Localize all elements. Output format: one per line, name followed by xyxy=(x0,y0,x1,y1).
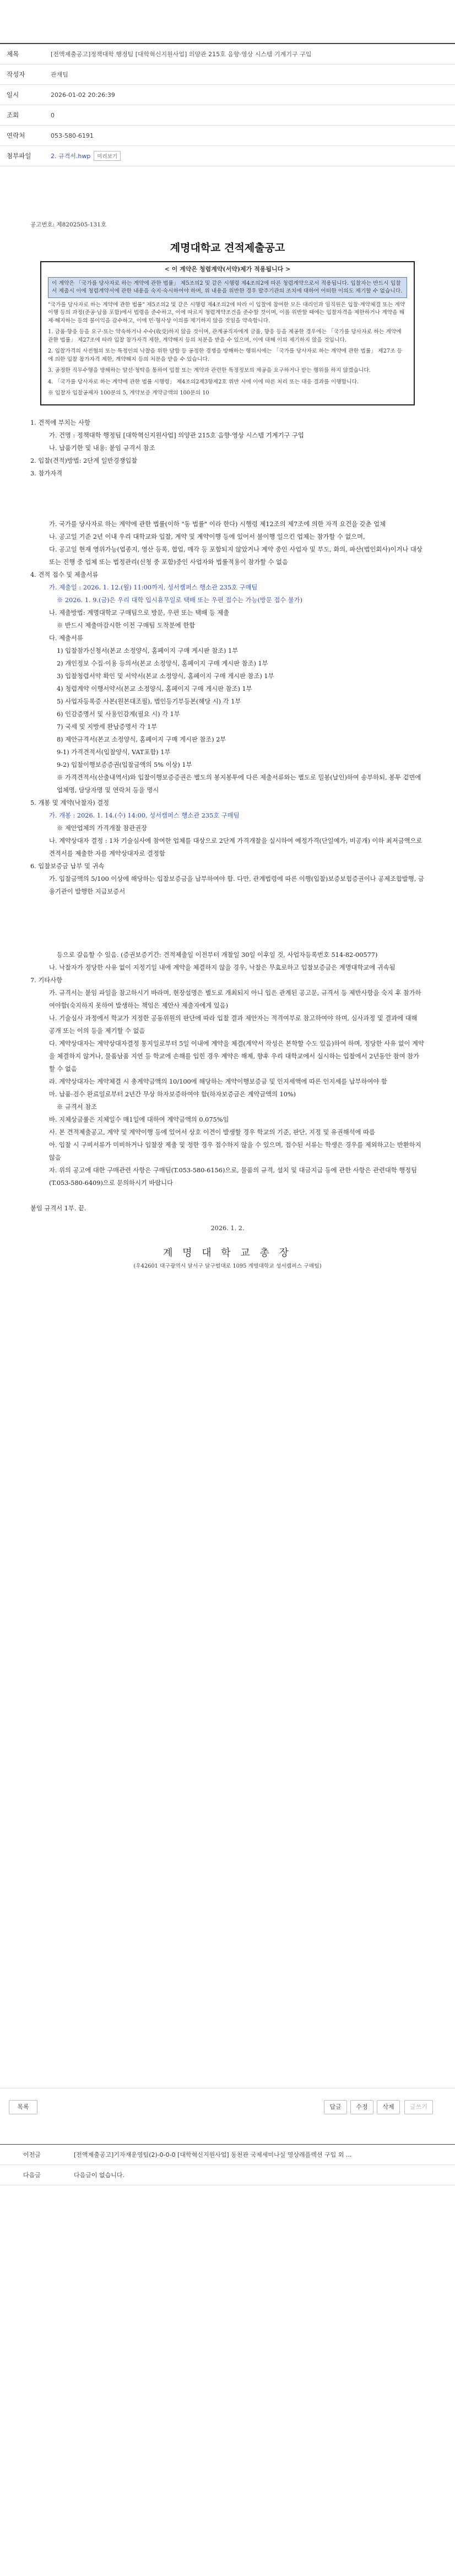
attachment-file-link[interactable]: 2. 규격서.hwp xyxy=(51,153,91,160)
meta-value: 0 xyxy=(51,111,55,119)
meta-label: 조회 xyxy=(7,111,19,119)
notice-paragraph: 3) 입찰청렴서약 확인 및 서약서(본교 소정양식, 홈페이지 구매 게시판 참조) 1부 xyxy=(57,672,274,680)
notice-paragraph: 마. 납품·검수 완료일로부터 2년간 무상 하자보증하여야 함(하자보증금은 계약금액의 10%) xyxy=(49,1090,296,1098)
spacer xyxy=(30,493,425,505)
notice-paragraph: 다. 계약상대자는 계약상대자결정 통지일로부터 5일 이내에 계약을 체결(계약서 작성은 본학할 수도 있음)하여 하며, 정당한 사유 없이 계약을 체결하지 않거나, 물품남품 지연 등 학교에 손해를 입힌 경우 계약은 해제, 향후 우리 대학교에서 실시하는 입찰에서 2년동안 참여 참가할 수 없음 xyxy=(49,1040,424,1073)
notice-paragraph: ※ 가격견적서(산출내역서)와 입찰이행보증증권은 별도의 봉지봉투에 다른 제출서류와는 별도로 밀봉(날인)하여 송부하되, 봉투 겉면에 업체명, 담당자명 및 연락처 등을 명시 xyxy=(57,773,421,794)
document-title: 계명대학교 견적제출공고 xyxy=(170,242,285,254)
edit-button[interactable]: 수정 xyxy=(350,2100,373,2114)
notice-paragraph: 9-1) 가격견적서(입찰양식, VAT포함) 1부 xyxy=(57,748,171,756)
meta-value: 관재팀 xyxy=(51,71,68,78)
notice-paragraph: 바. 지체상금률은 지체일수 매1일에 대하여 계약금액의 0.075%임 xyxy=(49,1116,229,1123)
notice-item: 1. 금품·향응 등을 요구·또는 약속하거나 수수(收受)하지 않을 것이며, 관계공직자에게 금품, 향응 등을 제공한 경우에는 「국가를 당사자로 하는 계약에 관한 법률」 제27조에 따라 입찰 참가자격 제한, 계약해지 등의 처분을 받을 수 있으며, 이에 대해 이의 제기하지 않을 것입니다. xyxy=(48,329,402,343)
notice-paragraph: 자. 위의 공고에 대한 구매관련 사항은 구매팀(T.053-580-6156)으로, 물품의 규격, 설치 및 대금지급 등에 관한 사항은 관련대학 행정팀(T.053-580-6409)으로 문의하시기 바랍니다 xyxy=(49,1166,418,1187)
notice-paragraph: 8) 제안규격서(본교 소정양식, 홈페이지 구매 게시판 참조) 2부 xyxy=(57,735,226,743)
document-body xyxy=(30,220,425,1269)
spacer xyxy=(30,480,425,493)
notice-paragraph: 붙임 규격서 1부. 끝. xyxy=(30,1204,86,1212)
meta-label: 연락처 xyxy=(7,132,25,139)
next-post-label: 다음글 xyxy=(23,2172,41,2179)
notice-paragraph: 라. 계약상대자는 계약체결 시 총계약금액의 10/100에 해당하는 계약이행보증금 및 인지세액에 따른 인지세를 납부하여야 함 xyxy=(49,1078,387,1085)
spacer xyxy=(30,936,425,949)
notice-paragraph: 가. 제출일 : 2026. 1. 12.(월) 11:00까지, 성서캠퍼스 행소관 235호 구매팀 xyxy=(49,583,258,591)
notice-paragraph: 등으로 갈음할 수 있음. (증권보증기간: 견적제출일 이전부터 개찰일 30일 이후일 것, 사업자등록번호 514-82-00577) xyxy=(57,951,378,959)
notice-paragraph: 다. 공고일 현재 영위가능(업종지, 영산 등록, 협업, 매각 등 포함되지 않았거나 계약 중인 사업자 및 부도, 화의, 파산(법인회사)이거나 대상 또는 진행 중 업체 또는 법정관리(신청 중 포함)중인 사업자와 법률적용이 참가할 수 없음 xyxy=(49,545,422,566)
post-meta-table xyxy=(0,43,455,166)
notice-paragraph: 다. 제출서류 xyxy=(49,634,83,642)
notice-paragraph: 나. 기술심사 과정에서 학교가 지정한 공동위원의 판단에 따라 입찰 결과 제안자는 적격여부로 참고하여야 하며, 심사과정 및 결과에 대해 공개 또는 이의 등을 제기할 수 없음 xyxy=(49,1014,418,1035)
notice-paragraph: 4) 청렴계약 이행서약서(본교 소정양식, 홈페이지 구매 게시판 참조) 1부 xyxy=(57,685,252,692)
notice-item: 2. 입찰가격의 사전협의 또는 특정인의 낙찰을 위한 담합 등 공정한 경쟁을 방해하는 행위시에는 「국가를 당사자로 하는 계약에 관한 법률」 제27조 등에 의한 입찰 참가자격 제한, 계약해지 등의 처분을 받을 수 있습니다. xyxy=(48,348,403,362)
meta-value: 2026-01-02 20:26:39 xyxy=(51,91,115,99)
notice-paragraph: 사. 본 견적제출공고, 계약 및 계약이행 등에 있어서 상호 이견이 발생할 경우 학교의 기준, 판단, 지정 및 유권해석에 따름 xyxy=(49,1128,375,1136)
meta-label: 일시 xyxy=(7,91,19,99)
sign-date: 2026. 1. 2. xyxy=(210,1224,245,1232)
notice-paragraph: 나. 낙찰자가 정당한 사유 없이 지정기일 내에 계약을 체결하지 않을 경우, 낙찰은 무효로하고 입찰보증금은 계명대학교에 귀속됨 xyxy=(49,964,396,971)
notice-paragraph: ※ 규격서 참조 xyxy=(57,1103,98,1111)
notice-paragraph: 7) 국세 및 지방세 완납증명서 각 1부 xyxy=(57,723,158,730)
reply-button[interactable]: 답글 xyxy=(324,2100,347,2114)
notice-paragraph: 아. 입찰 시 구비서류가 미비하거나 입찰장 제출 및 정한 경우 접수하지 않을 수 있으며, 접수된 서류는 학생은 경우를 제외하고는 반환하지 않음 xyxy=(49,1141,421,1161)
notice-paragraph: 가. 국가를 당사자로 하는 계약에 관한 법률(이하 "동 법률" 이라 한다) 시행령 제12조의 제7조에 의한 자격 요건을 갖춘 업체 xyxy=(49,520,386,528)
meta-row xyxy=(0,85,455,105)
prev-post-row[interactable] xyxy=(0,2145,455,2165)
meta-label: 작성자 xyxy=(7,71,25,78)
notice-list xyxy=(48,301,407,398)
meta-value: 053-580-6191 xyxy=(51,132,94,139)
notice-body-text xyxy=(30,416,425,1215)
next-post-value: 다음글이 없습니다. xyxy=(74,2172,125,2179)
notice-paragraph: ※ 제안업체의 가격개찰 참관권장 xyxy=(57,824,147,832)
sign-address: (우42601 대구광역시 달서구 달구벌대로 1095 계명대학교 성서캠퍼스 구매팀) xyxy=(133,1263,322,1269)
notice-item: ※ 입찰자 입찰공제자 100분의 5, 계약보증 계약금액의 100분의 10 xyxy=(48,390,209,396)
meta-row xyxy=(0,44,455,64)
meta-value: [전액제출공고]정책대학 행정팀 [대학혁신지원사업] 의양관 215호 음향·영상 시스템 기계기구 구입 xyxy=(51,50,312,58)
meta-label: 제목 xyxy=(7,50,19,58)
write-button[interactable]: 글쓰기 xyxy=(404,2100,433,2114)
spacer xyxy=(30,898,425,911)
notice-paragraph: 9-2) 입찰이행보증증권(입찰금액의 5% 이상) 1부 xyxy=(57,761,192,769)
next-post-row xyxy=(0,2165,455,2185)
notice-item: 4. 「국가를 당사자로 하는 계약에 관한 법률 시행령」 제4조의2제3항제2호 위반 시에 이에 따른 처리 또는 대응 결과를 이행합니다. xyxy=(48,378,359,385)
notice-paragraph: 가. 규격서는 붙임 파일을 참고하시기 바라며, 현장설명은 별도로 개최되지 아니 입은 관계된 공고문, 규격서 등 제반사항을 숙지 후 참가하여야함(숙지하지 못하여 발생하는 책임은 제안사 제출자에게 있음) xyxy=(49,989,421,1009)
attachment-row xyxy=(0,146,455,166)
notice-paragraph: 3. 참가자격 xyxy=(30,469,63,477)
meta-row xyxy=(0,126,455,146)
notice-paragraph: 가. 건명 : 정책대학 행정팀 [대학혁신지원사업] 의양관 215호 음향·영상 시스템 기계기구 구입 xyxy=(49,431,304,439)
notice-paragraph: 나. 제출방법: 계명대학교 구매팀으로 방문, 우편 또는 택배 등 제출 xyxy=(49,609,230,616)
notice-item: 3. 공정한 직무수행을 방해하는 알선·청탁을 통하여 입찰 또는 계약과 관련한 특정정보의 제공을 요구하거나 받는 행위를 하지 않겠습니다. xyxy=(48,367,371,374)
notice-paragraph: 6) 인감증명서 및 사용인감계(필요 시) 각 1부 xyxy=(57,710,180,718)
prev-post-link[interactable]: [전액제출공고]기자재운영팀(2)-0-0-0 [대학혁신지원사업] 동천관 국제세미나실 영상레플렉션 구입 외 ... xyxy=(74,2151,352,2158)
notice-paragraph: 나. 납품기한 및 내용: 붙임 규격서 참조 xyxy=(49,444,155,452)
integrity-notice-box xyxy=(40,261,415,405)
notice-paragraph: 2. 입찰(견적)방법: 2단계 일반경쟁입찰 xyxy=(30,457,138,464)
attachment-cell xyxy=(51,148,455,164)
notice-paragraph: 4. 견적 접수 및 제출서류 xyxy=(30,571,99,578)
notice-paragraph: 나. 공고일 기준 2년 이내 우리 대학교와 입찰, 계약 및 계약이행 등에 있어서 불이행 일으킨 업체는 참가할 수 없으며, xyxy=(49,533,365,540)
attachment-label: 첨부파일 xyxy=(7,152,31,160)
notice-paragraph: 5. 개봉 및 계약(낙찰자) 결정 xyxy=(30,799,110,807)
notice-paragraph: 나. 계약상대자 결정 : 1차 기술심사에 참여한 업체를 대상으로 2단계 가격개찰을 실시하여 예정가격(단일예가, 비공개) 이하 최저금액으로 견적서를 제출한 자를 계약상대자로 결정함 xyxy=(49,837,422,857)
spacer xyxy=(30,923,425,936)
meta-row xyxy=(0,105,455,126)
spacer xyxy=(30,911,425,923)
prev-post-label: 이전글 xyxy=(23,2151,41,2158)
notice-paragraph: 2) 개인정보 수집·이용 등의서(본교 소정양식, 홈페이지 구매 게시판 참조) 1부 xyxy=(57,659,268,667)
list-button[interactable]: 목록 xyxy=(9,2100,37,2114)
preview-button[interactable]: 미리보기 xyxy=(94,151,121,161)
spacer xyxy=(30,505,425,518)
notice-heading: < 이 계약은 청렴계약(서약)제가 적용됩니다 > xyxy=(164,266,291,273)
notice-item: "국가를 당사자로 하는 계약에 관한 법률" 제5조의2 및 같은 시행령 제4조의2에 따라 이 입찰에 참여한 모든 대리인과 임직원은 입찰·계약체결 또는 계약이행 등의 과정(준공·납품 포함)에서 법령을 준수하고, 이에 따르지 청렴계약조건을 준수할 것이며, 이를 위반할 때에는 입찰자격을 제한하거나 계약을 해제·해지하는 등의 불이익을 감수하고, 이에 민·형사상 이의를 제기하지 않을 것임을 약속합니다. xyxy=(48,301,405,324)
notice-paragraph: 1. 견적에 부치는 사항 xyxy=(30,419,90,426)
meta-row xyxy=(0,64,455,85)
notice-paragraph: 가. 입찰금액의 5/100 이상에 해당하는 입찰보증금을 납부하여야 함. 다만, 관계법령에 따른 이행(입찰)보증보험증권이나 공제조합발행, 금융기관이 발행한 지급보증서 xyxy=(49,875,424,895)
notice-paragraph: 6. 입찰보증금 납부 및 귀속 xyxy=(30,862,105,870)
notice-paragraph: 1) 입찰참가신청서(본교 소정양식, 홈페이지 구매 게시판 참조) 1부 xyxy=(57,647,239,654)
notice-paragraph: ※ 2026. 1. 9.(금)은 우리 대학 입시휴무일로 택배 또는 우편 접수는 가능(방문 접수 불가) xyxy=(57,596,302,604)
post-navigation xyxy=(0,2144,455,2185)
delete-button[interactable]: 삭제 xyxy=(377,2100,400,2114)
notice-paragraph: 7. 기타사항 xyxy=(30,976,63,984)
notice-highlight: 이 계약은 「국가를 당사자로 하는 계약에 관한 법률」 제5조의2 및 같은 시행령 제4조의2에 따른 청렴계약으로서 적용됩니다. 입찰자는 반드시 입찰서 제출시 이에 청렴계약서에 관한 내용을 숙지·숙시하여야 하며, 위 내용을 위반한 경우 발주기관의 조치에 대하여 어떠한 이의도 제기할 수 없습니다. xyxy=(48,277,407,298)
public-notice-number: 공고번호: 제8202505-131호 xyxy=(30,221,107,228)
spacer xyxy=(30,1189,425,1202)
notice-paragraph: 5) 사업자등록증 사본(원본대조필), 법인등기부등본(해당 시) 각 1부 xyxy=(57,697,241,705)
notice-paragraph: 가. 개봉 : 2026. 1. 14.(수) 14:00, 성서캠퍼스 행소관 235호 구매팀 xyxy=(49,811,240,819)
sign-organization: 계 명 대 학 교 총 장 xyxy=(162,1247,292,1259)
notice-paragraph: ※ 반드시 제출마감시한 이전 구매팀 도착분에 한함 xyxy=(57,621,196,629)
